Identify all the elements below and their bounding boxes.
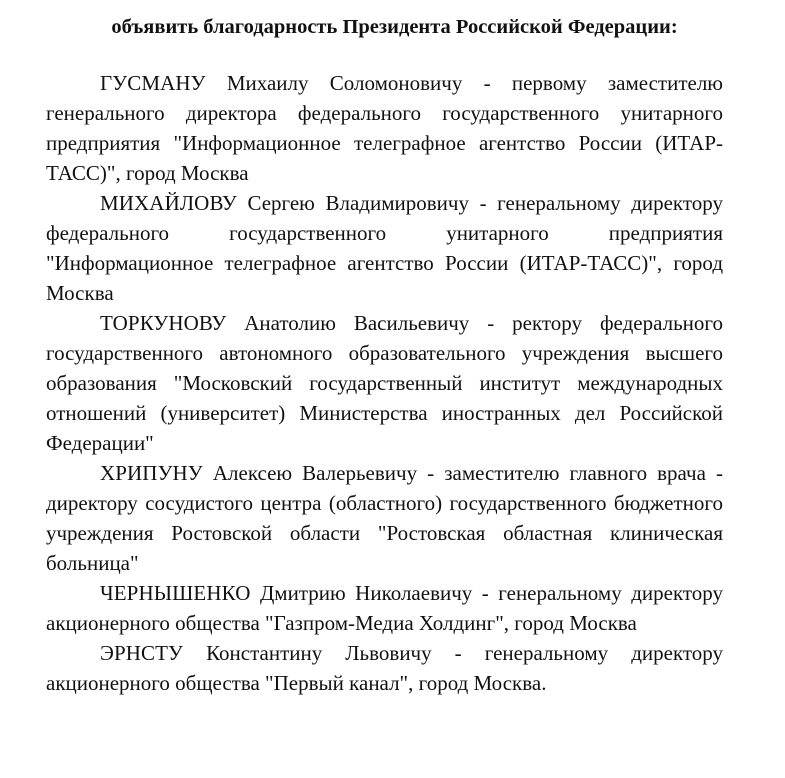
awardee-details: Михаилу Соломоновичу - первому заместителю генерального директора федерального государственного унитарного предприятия "Информационное телеграфное агентство России (ИТАР-ТАСС)", город Москва [46,71,723,185]
awardee-surname: ЭРНСТУ [100,641,184,665]
awardee-details: Алексею Валерьевичу - заместителю главного врача - директору сосудистого центра (областного) государственного бюджетного учреждения Ростовской области "Ростовская областная клиническая больница" [46,461,723,575]
awardee-details: Константину Львовичу - генеральному директору акционерного общества "Первый канал", город Москва. [46,641,723,695]
document-page [46,0,723,695]
awardee-entry-chernyshenko [46,578,723,638]
decree-heading: объявить благодарность Президента Российской Федерации: [111,16,678,38]
awardee-surname: МИХАЙЛОВУ [100,191,237,215]
awardee-surname: ХРИПУНУ [100,461,203,485]
awardee-entry-khripun [46,458,723,578]
awardee-surname: ТОРКУНОВУ [100,311,227,335]
awardee-details: Дмитрию Николаевичу - генеральному директору акционерного общества "Газпром-Медиа Холдинг", город Москва [46,581,723,635]
awardee-surname: ГУСМАНУ [100,71,206,95]
awardee-entry-ernst [46,638,723,698]
awardee-list [46,68,723,698]
awardee-details: Сергею Владимировичу - генеральному директору федерального государственного унитарного предприятия "Информационное телеграфное агентство России (ИТАР-ТАСС)", город Москва [46,191,723,305]
awardee-entry-torkunov [46,308,723,458]
awardee-details: Анатолию Васильевичу - ректору федерального государственного автономного образовательного учреждения высшего образования "Московский государственный институт международных отношений (университет) Министерства иностранных дел Российской Федерации" [46,311,723,455]
awardee-surname: ЧЕРНЫШЕНКО [100,581,251,605]
awardee-entry-mikhailov [46,188,723,308]
awardee-entry-gusman [46,68,723,188]
